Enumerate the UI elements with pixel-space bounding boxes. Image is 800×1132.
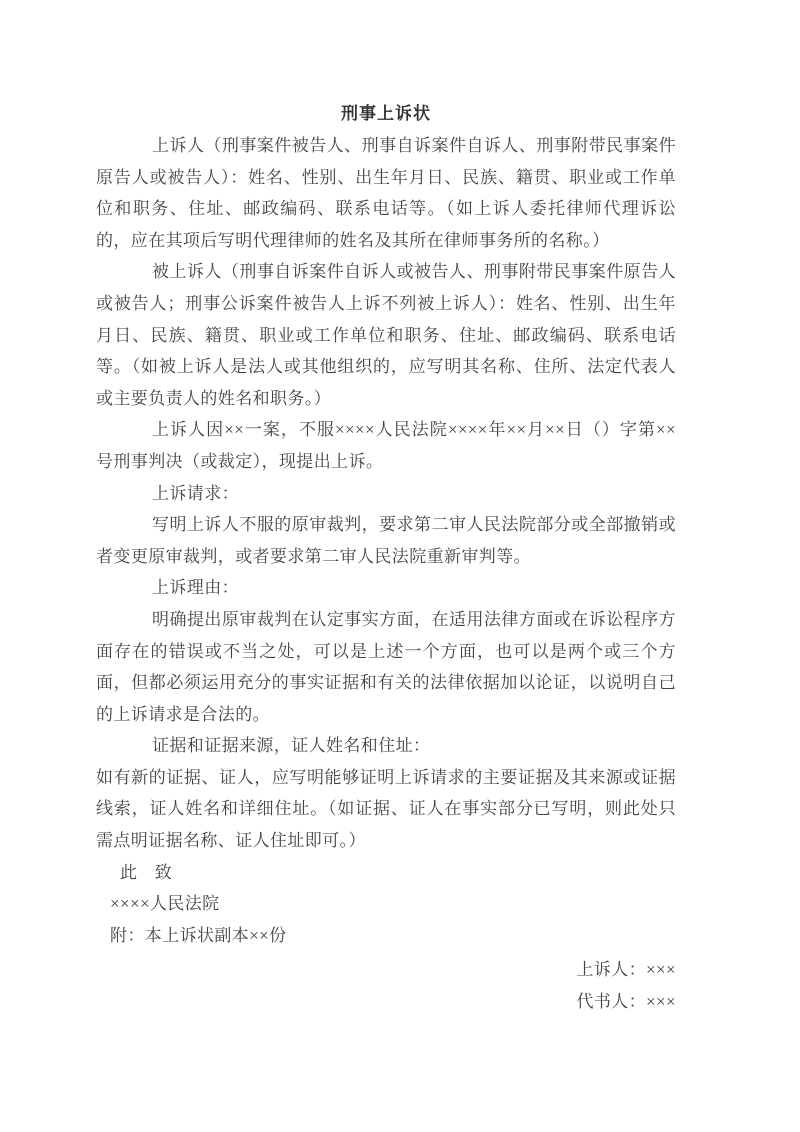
closing-court-name: ××××人民法院 bbox=[110, 894, 220, 914]
document-title: 刑事上诉状 bbox=[341, 104, 431, 123]
paragraph-case-statement: 上诉人因××一案，不服××××人民法院××××年××月××日（）字第××号刑事判决（或裁定），现提出上诉。 bbox=[96, 420, 676, 471]
paragraph-appeal-request-body: 写明上诉人不服的原审裁判，要求第二审人民法院部分或全部撤销或者变更原审裁判，或者要求第二审人民法院重新审判等。 bbox=[96, 515, 676, 566]
heading-appeal-reason: 上诉理由： bbox=[152, 578, 239, 598]
signature-scribe: 代书人：××× bbox=[576, 992, 676, 1012]
document-body bbox=[96, 0, 676, 1018]
paragraph-appellee-info: 被上诉人（刑事自诉案件自诉人或被告人、刑事附带民事案件原告人或被告人；刑事公诉案件被告人上诉不列被上诉人）：姓名、性别、出生年月日、民族、籍贯、职业或工作单位和职务、住址、邮政编码、联系电话等。（如被上诉人是法人或其他组织的，应写明其名称、住所、法定代表人或主要负责人的姓名和职务。） bbox=[96, 262, 676, 408]
closing-salute: 此 致 bbox=[120, 862, 173, 882]
paragraph-appeal-reason-body: 明确提出原审裁判在认定事实方面，在适用法律方面或在诉讼程序方面存在的错误或不当之处，可以是上述一个方面，也可以是两个或三个方面，但都必须运用充分的事实证据和有关的法律依据加以论证，以说明自己的上诉请求是合法的。 bbox=[96, 609, 676, 724]
heading-evidence: 证据和证据来源，证人姓名和住址： bbox=[152, 736, 431, 756]
paragraph-evidence-body: 如有新的证据、证人，应写明能够证明上诉请求的主要证据及其来源或证据线索，证人姓名和详细住址。（如证据、证人在事实部分已写明，则此处只需点明证据名称、证人住址即可。） bbox=[96, 767, 676, 851]
closing-attachment-note: 附：本上诉状副本××份 bbox=[110, 925, 287, 945]
heading-appeal-request: 上诉请求： bbox=[152, 483, 239, 503]
signature-appellant: 上诉人：××× bbox=[576, 960, 676, 980]
paragraph-appellant-info: 上诉人（刑事案件被告人、刑事自诉案件自诉人、刑事附带民事案件原告人或被告人）：姓名、性别、出生年月日、民族、籍贯、职业或工作单位和职务、住址、邮政编码、联系电话等。（如上诉人委托律师代理诉讼的，应在其项后写明代理律师的姓名及其所在律师事务所的名称。） bbox=[96, 136, 676, 250]
